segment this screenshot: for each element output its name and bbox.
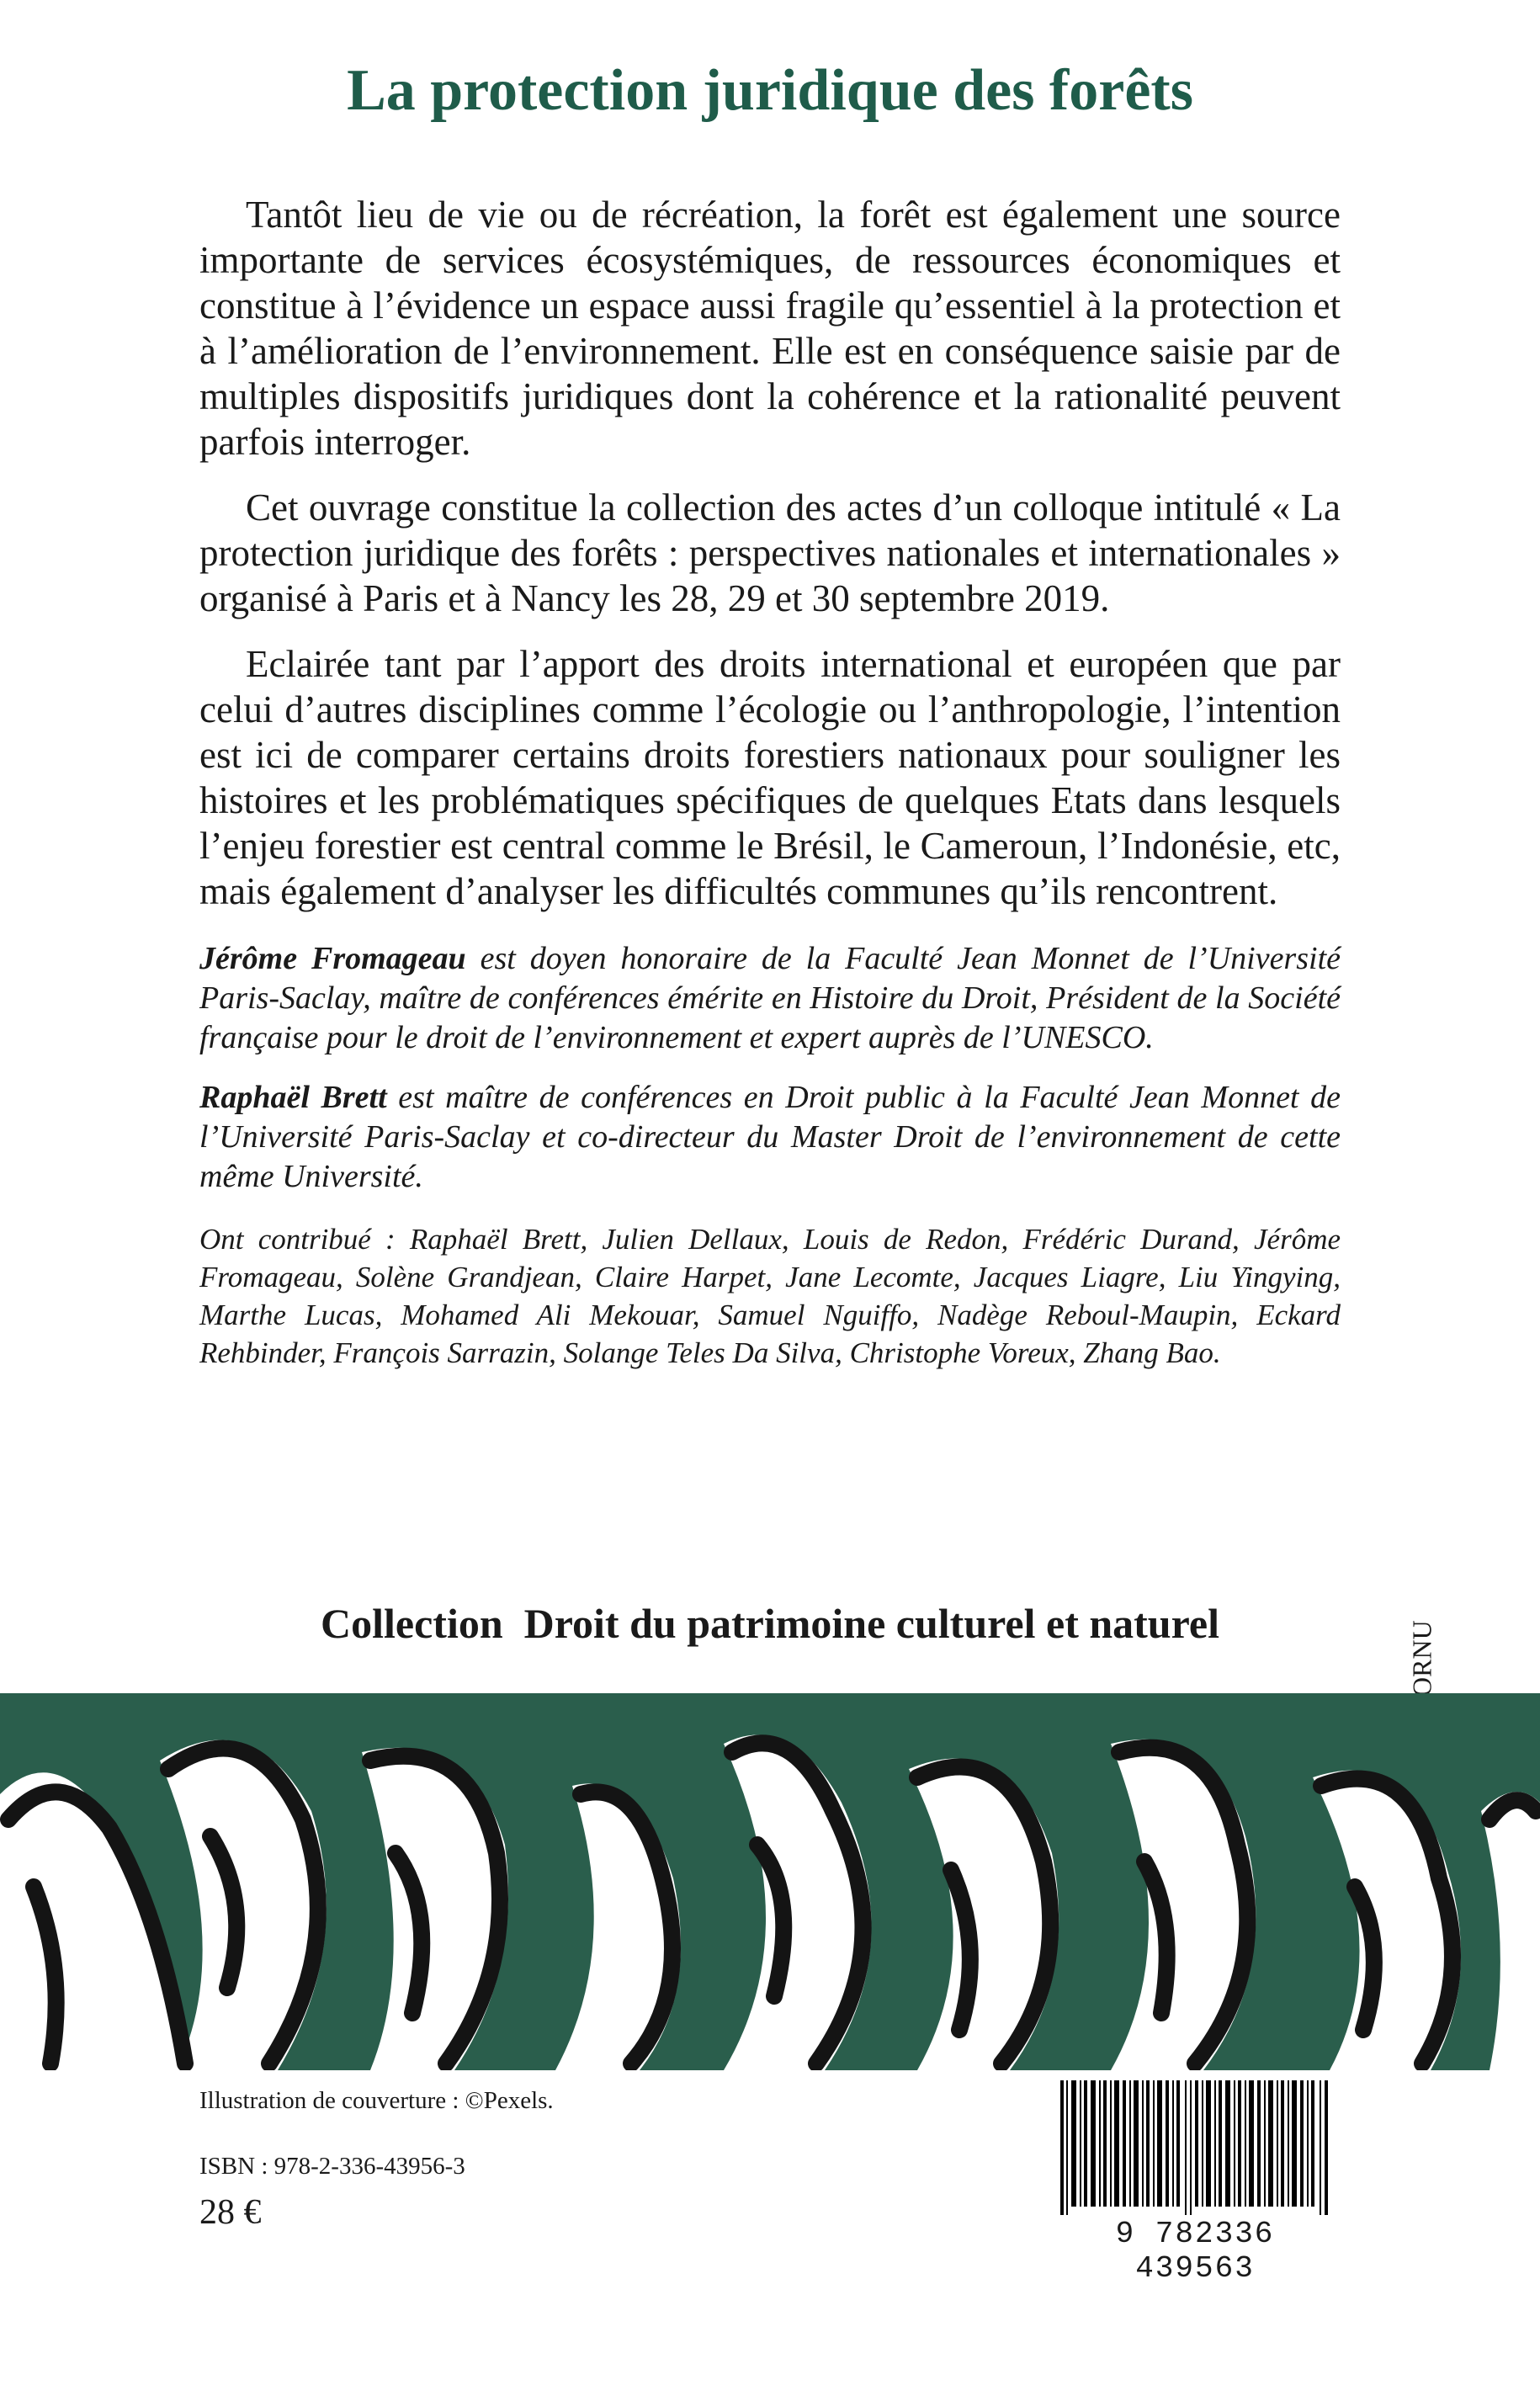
- summary: [199, 192, 1341, 1372]
- author-bio-brett: [199, 1078, 1341, 1197]
- author-bio-text: est maître de conférences en Droit public à la Faculté Jean Monnet de l’Université Paris-Saclay et co-directeur du Master Droit de l’environnement de cette même Université.: [199, 1080, 1341, 1194]
- author-name: Raphaël Brett: [199, 1080, 387, 1115]
- barcode-digits: 9 782336 439563: [1052, 2217, 1338, 2286]
- cover-illustration: [0, 1693, 1540, 2070]
- collection-name: Collection Droit du patrimoine culturel et naturel: [321, 1600, 1219, 1647]
- summary-paragraph-3: Eclairée tant par l’apport des droits international et européen que par celui d’autres disciplines comme l’écologie ou l’anthropologie, l’intention est ici de comparer certains droits forestiers nationaux pour souligner les histoires et les problématiques spécifiques de quelques Etats dans lesquels l’enjeu forestier est central comme le Brésil, le Cameroun, l’Indonésie, etc, mais également d’analyser les difficultés communes qu’ils rencontrent.: [199, 643, 1341, 912]
- book-title: La protection juridique des forêts: [347, 58, 1193, 123]
- price: 28 €: [199, 2193, 262, 2232]
- isbn: ISBN : 978-2-336-43956-3: [199, 2153, 465, 2180]
- barcode-lines: [1060, 2080, 1328, 2215]
- author-bio-fromageau: [199, 939, 1341, 1058]
- barcode: [1052, 2080, 1338, 2286]
- illustration-credit: Illustration de couverture : ©Pexels.: [199, 2087, 554, 2114]
- barcode-bars: [1052, 2080, 1338, 2215]
- summary-paragraph-2: Cet ouvrage constitue la collection des actes d’un colloque intitulé « La protection juridique des forêts : perspectives nationales et internationales » organisé à Paris et à Nancy les 28, 29 et 30 septembre 2019.: [199, 486, 1341, 619]
- contributors-list: Ont contribué : Raphaël Brett, Julien Dellaux, Louis de Redon, Frédéric Durand, Jérôme Fromageau, Solène Grandjean, Claire Harpet, Jane Lecomte, Jacques Liagre, Liu Yingying, Marthe Lucas, Mohamed Ali Mekouar, Samuel Nguiffo, Nadège Reboul-Maupin, Eckard Rehbinder, François Sarrazin, Solange Teles Da Silva, Christophe Voreux, Zhang Bao.: [199, 1223, 1341, 1369]
- summary-paragraph-1: Tantôt lieu de vie ou de récréation, la forêt est également une source importante de services écosystémiques, de ressources économiques et constitue à l’évidence un espace aussi fragile qu’essentiel à la protection et à l’amélioration de l’environnement. Elle est en conséquence saisie par de multiples dispositifs juridiques dont la cohérence et la rationalité peuvent parfois interroger.: [199, 194, 1341, 463]
- author-bio-text: est doyen honoraire de la Faculté Jean Monnet de l’Université Paris-Saclay, maître de conférences émérite en Histoire du Droit, Président de la Société française pour le droit de l’environnement et expert auprès de l’UNESCO.: [199, 941, 1341, 1055]
- author-name: Jérôme Fromageau: [199, 941, 466, 976]
